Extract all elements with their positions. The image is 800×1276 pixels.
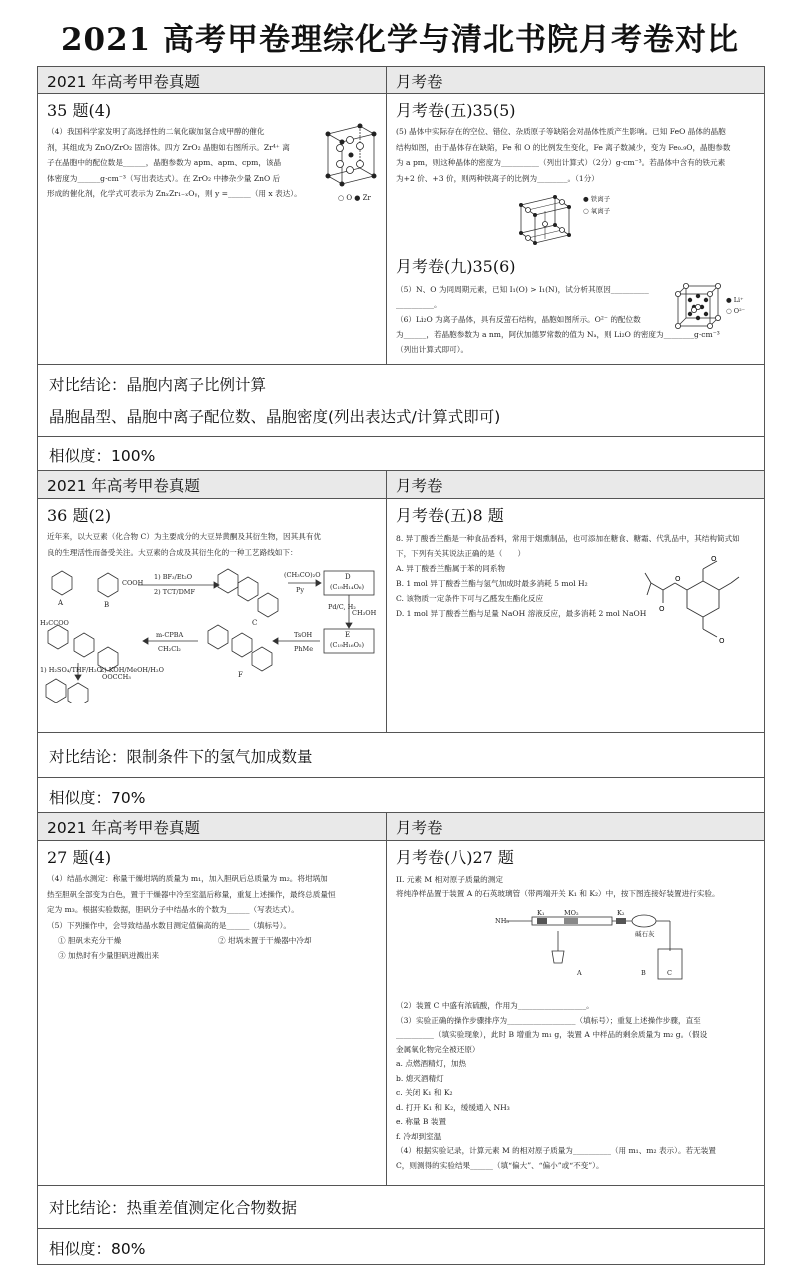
svg-text:O: O [675,575,681,583]
formula-acetoxy: OOCCH₃ [102,673,131,681]
section-1-similarity-row [37,436,765,470]
mock-exam-cell [387,94,764,364]
similarity-score: 相似度：80% [49,1240,146,1258]
synthesis-scheme [38,563,387,703]
formula-cooh: COOH [122,579,144,587]
formula-e: (C₁₉H₁₆O₅) [330,641,365,649]
svg-text:O: O [711,555,717,563]
section-2-content-row [37,498,765,732]
formula-acetate: H₃CCOO [40,619,69,627]
section-1-content-row [37,93,765,364]
svg-text:O: O [719,637,725,645]
section-3-similarity-row [37,1228,765,1265]
similarity-score: 相似度：100% [49,447,156,465]
apparatus-label-b: B [641,969,646,977]
reagent-11: 2) KOH/MeOH/H₂O [100,666,164,674]
apparatus-label-k1: K₁ [537,909,545,917]
conclusion-detail: 晶胞晶型、晶胞中离子配位数、晶胞密度(列出表达式/计算式即可) [49,408,501,426]
reagent-1: 1) BF₃/Et₂O [154,573,193,581]
section-1-conclusion-row [37,364,765,436]
vanillyl-isobutyrate-structure [643,551,761,651]
label-C: C [252,619,258,627]
mock-question-number-2: 月考卷(九)35(6) [396,257,516,276]
feo-crystal-cell-figure [515,189,575,247]
similarity-score: 相似度：70% [49,789,146,807]
left-header: 2021 年高考甲卷真题 [38,471,387,498]
right-header: 月考卷 [396,73,443,91]
exam-question-cell [38,94,387,364]
reagent-4: Py [296,586,305,594]
question-number: 36 题(2) [47,506,112,525]
apparatus-label-a: A [577,969,582,977]
question-text: （4）结晶水测定：称量干燥坩埚的质量为 m₁，加入胆矾后总质量为 m₂。将坩埚加 热至胆矾全部变为白色，置于干燥器中冷至室温后称量，重复上述操作，最终总质量恒 定为 m₃。根据实验数据，胆矾分子中结晶水的个数为______（写表达式）。 （5）下列操作中，会导致结晶水数目测定值偏高的是______（填标号）。 [47,874,336,930]
section-2-header-row [37,470,765,498]
mock-question-number-1: 月考卷(五)8 题 [396,506,504,525]
mock-exam-cell [387,499,764,732]
reagent-10: 1) H₂SO₄/THF/H₂O [40,666,102,674]
label-D: D [345,573,351,581]
section-2-similarity-row [37,777,765,812]
section-1-header-row [37,66,765,93]
apparatus-label-nh3: NH₃ [495,917,509,925]
mock-question-text-2: （2）装置 C 中盛有浓硫酸，作用为__________________。 （3）实验正确的操作步骤排序为__________________（填标号）；重复上述操作步骤，直至 __________（填实验现象），此时 B 增重为 m₁ g，装置 A 中样品的剩余质量为 m₂ g。（假设 金属氧化物完全被还原） a. 点燃酒精灯，加热 b. 熄灭酒精灯 c. 关闭 K₁ 和 K₂ d. 打开 K₁ 和 K₂，缓缓通入 NH₃ e. 称量 B 装置 f. 冷却到室温 （4）根据实验记录，计算元素 M 的相对原子质量为__________（用 m₁、m₂ 表示）。若无装置 C，则测得的实验结果______（填“偏大”、“偏小”或“不变”）。 [396,1001,716,1170]
mock-question-text-1: (5) 晶体中实际存在的空位、错位、杂质原子等缺陷会对晶体性质产生影响。已知 FeO 晶体的晶胞 结构如图，由于晶体存在缺陷，Fe 和 O 的比例发生变化，Fe 离子数减少，变为 Fe₀.₉O，晶胞参数 为 a pm，则这种晶体的密度为__________（列出计算式）（2分）g·cm⁻³。若晶体中含有的铁元素 为+2 价、+3 价，则两种铁离子的比例为________。（1分） [396,127,731,183]
exam-question-cell [38,841,387,1185]
conclusion-label: 对比结论：晶胞内离子比例计算 [49,376,267,394]
label-F: F [238,671,243,679]
apparatus-label-c: C [667,969,672,977]
legend-oxygen-ion: ○ 氧离子 [583,207,611,215]
reagent-9: CH₂Cl₂ [158,645,181,653]
svg-text:O: O [659,605,665,613]
section-3-conclusion-row [37,1185,765,1228]
left-header: 2021 年高考甲卷真题 [38,813,387,840]
question-options [58,933,378,964]
option-2: ② 坩埚未置于干燥器中冷却 [218,936,312,945]
reagent-2: 2) TCT/DMF [154,588,195,596]
option-3: ③ 加热时有少量胆矾迸溅出来 [58,951,160,960]
apparatus-label-sodalime: 碱石灰 [635,930,655,938]
section-3-header-row [37,812,765,840]
conclusion-label: 对比结论：热重差值测定化合物数据 [49,1199,298,1217]
formula-ch3oh: CH₃OH [352,609,377,617]
question-number: 27 题(4) [47,848,112,867]
mock-question-text-1: 8. 异丁酸香兰酯是一种食品香料，常用于烟熏制品，也可添加在糖食、糖霜、代乳品中，其结构简式如 下，下列有关其说法正确的是（ ） A. 异丁酸香兰酯属于苯的同系物 B. 1 mol 异丁酸香兰酯与氢气加成时最多消耗 5 mol H₂ C. 该物质一定条件下可与乙醛发生酯化反应 D. 1 mol 异丁酸香兰酯与足量 NaOH 溶液反应，最多消耗 2 mol NaOH [396,534,740,618]
reagent-8: m-CPBA [156,631,184,639]
apparatus-figure [492,901,692,991]
zro2-crystal-cell-figure [320,120,382,190]
option-1: ① 胆矾未充分干燥 [58,936,122,945]
formula-d: (C₁₉H₁₄O₆) [330,583,365,591]
legend-o2-ion: ○ O²⁻ [726,307,746,315]
mock-question-text-2: （5）N、O 为同周期元素，已知 I₁(O) > I₁(N)，试分析其原因__________ __________。 （6）Li₂O 为离子晶体，具有反萤石结构，晶胞如图所示。O²⁻ 的配位数 为______，若晶胞参数为 a nm，阿伏加德罗常数的值为 Nₐ，则 Li₂O 的密度为________g·cm⁻³ （列出计算式即可）。 [396,285,720,354]
apparatus-label-mo2: MO₂ [564,909,579,917]
page-title: 2021 高考甲卷理综化学与清北书院月考卷对比 [60,22,740,58]
crystal-legend: ○ O ● Zr [338,194,371,202]
right-header: 月考卷 [396,819,443,837]
label-A: A [58,599,64,607]
question-number: 35 题(4) [47,101,112,120]
mock-question-number-1: 月考卷(八)27 题 [396,848,514,867]
mock-question-number-1: 月考卷(五)35(5) [396,101,516,120]
question-text: （4）我国科学家发明了高选择性的二氧化碳加氢合成甲醇的催化 剂，其组成为 ZnO/ZrO₂ 固溶体。四方 ZrO₂ 晶胞如右图所示。Zr⁴⁺ 离 子在晶胞中的配位数是______，晶胞参数为 apm、apm、cpm，该晶 体密度为______g·cm⁻³（写出表达式）。在 ZrO₂ 中掺杂少量 ZnO 后 形成的催化剂，化学式可表示为 ZnₓZr₁₋ₓOᵧ，则 y =______（用 x 表达）。 [47,127,302,198]
reagent-3: (CH₃CO)₂O [284,571,321,579]
exam-question-cell [38,499,387,732]
question-text: 近年来，以大豆素（化合物 C）为主要成分的大豆异黄酮及其衍生物，因其具有优 良的生理活性而备受关注。大豆素的合成及其衍生化的一种工艺路线如下： [47,532,322,557]
li2o-crystal-cell-figure [673,282,723,332]
apparatus-label-k2: K₂ [617,909,625,917]
left-header: 2021 年高考甲卷真题 [38,67,387,93]
legend-li-ion: ● Li⁺ [726,296,744,304]
label-E: E [345,631,351,639]
mock-exam-cell [387,841,764,1185]
reagent-6: TsOH [294,631,313,639]
label-B: B [104,601,110,609]
reagent-5: Pd/C, H₂ [328,603,356,611]
legend-iron-ion: ● 铁离子 [583,195,611,203]
section-2-conclusion-row [37,732,765,777]
mock-question-text-1: II. 元素 M 相对原子质量的测定 将纯净样品置于装置 A 的石英玻璃管（带两端开关 K₁ 和 K₂）中，按下图连接好装置进行实验。 [396,875,720,898]
section-3-content-row [37,840,765,1185]
reagent-7: PhMe [294,645,314,653]
right-header: 月考卷 [396,477,443,495]
conclusion-label: 对比结论：限制条件下的氢气加成数量 [49,748,313,766]
